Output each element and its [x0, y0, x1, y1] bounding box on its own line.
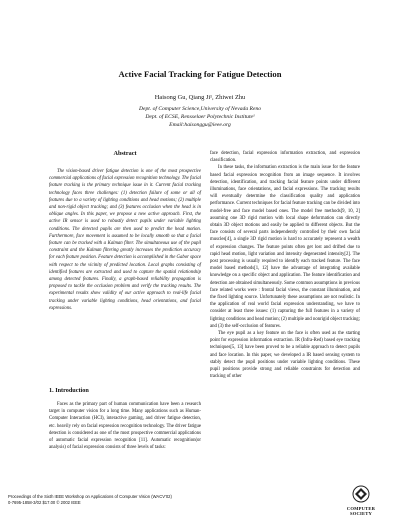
- affiliation-2: Dept. of ECSE, Rensselaer Polytechnic Institute¹: [145, 114, 255, 120]
- right-col-paragraph-2: In these tasks, the information extraction is the main issue for the feature based facial expression recognition from an image sequence. It involves detection, identification, and tracking facial feature points under different illuminations, face orientations, and facial expressions. The tracking results will eventually determine the classification quality and application performance. Current techniques for facial feature tracking can be divided into model-free and face model based ones. The model free methods[9, 10, 2] assuming one 3D rigid motion with local shape deformation can directly obtain 3D object motions and easily be applied to different objects. But the face consists of several parts independently controlled by their own facial muscles[4], a single 3D rigid motion is hard to accurately represent a wealth of expression changes. The feature points often get lost and drifted due to rapid head motion, light variation and intensity degenerated intensity[2]. The post processing is usually required to identify each tracked feature. The face model based methods[1, 12] have the advantage of integrating available knowledge on a specific object and application. The feature identification and detection are obtained simultaneously. Some common assumptions in previous face related works were : frontal facial views, the constant illumination, and the fixed lighting source. Unfortunately these assumptions are not realistic. In the application of real world facial expression understanding, we have to consider at least three issues: (1) capturing the full features in a variety of lighting conditions and head motion; (2) multiple and nonrigid object tracking; and (3) the self-occlusion of features.: [210, 165, 360, 329]
- introduction-text: Faces as the primary part of human communication have been a research target in computer vision for a long time. Many applications such as Human-Computer Interaction (HCI), interactive gaming, and driver fatigue detection, etc. heavily rely on facial expression recognition technology. The driver fatigue detection is considered as one of the most prospective commercial applications of automatic facial expression recognition [11]. Automatic recognition(or analysis) of facial expression consists of three levels of tasks:: [49, 402, 201, 451]
- right-column: [210, 150, 360, 381]
- abstract-text: The vision-based driver fatigue detection is one of the most prospective commercial applications of facial expression recognition technology. The facial feature tracking is the primary technique issue in it. Current facial tracking technology faces three challenges: (1) detection failure of some or all of features due to a variety of lighting conditions and head motions; (2) multiple and non-rigid object tracking; and (3) features occlusion when the head is in oblique angles. In this paper, we propose a new active approach. First, the active IR sensor is used to robustly detect pupils under variable lighting conditions. The detected pupils are then used to predict the head motion. Furthermore, face movement is assumed to be locally smooth so that a facial feature can be tracked with a Kalman filter. The simultaneous use of the pupil constraint and the Kalman filtering greatly increases the prediction accuracy for each feature position. Feature detection is accomplished in the Gabor space with respect to the vicinity of predicted location. Local graphs consisting of identified features are extracted and used to capture the spatial relationship among detected features. Finally, a graph-based reliability propagation is proposed to tackle the occlusion problem and verify the tracking results. The experimental results show validity of our active approach to real-life facial tracking under variable lighting conditions, head orientations, and facial expressions.: [49, 169, 201, 311]
- paper-title: Active Facial Tracking for Fatigue Detection: [118, 69, 282, 79]
- affiliation-email: Email:haisonggu@ieee.org: [169, 122, 231, 128]
- section-heading-introduction: 1. Introduction: [49, 387, 89, 394]
- abstract-heading: Abstract: [113, 150, 137, 157]
- authors: Haisong Gu, Qiang Ji¹, Zhiwei Zhu: [154, 94, 246, 101]
- affiliation-1: Dept. of Computer Science,University of Nevada Reno: [138, 106, 262, 112]
- footer-copyright: 0-7695-1858-3/02 $17.00 © 2002 IEEE: [8, 500, 81, 506]
- footer: [8, 494, 172, 506]
- introduction-body: [49, 401, 201, 451]
- right-col-paragraph-1: face detection, facial expression information extraction, and expression classification.: [210, 151, 360, 164]
- abstract-body: [49, 168, 201, 312]
- right-col-paragraph-3: The eye pupil as a key feature on the face is often used as the starting point for expression information extraction. IR (Infra-Red) based eye tracking techniques[5, 13] have been proved to be a reliable approach to detect pupils and face location. In this paper, we developed a IR based sensing system to stably detect the pupil positions under variable lighting conditions. These pupil positions provide strong and reliable constraints for detection and tracking of other: [210, 331, 360, 380]
- footer-proceedings: Proceedings of the Sixth IEEE Workshop on Applications of Computer Vision (WACV'02): [8, 494, 172, 499]
- computer-society-logo-text: COMPUTER SOCIETY: [346, 506, 376, 516]
